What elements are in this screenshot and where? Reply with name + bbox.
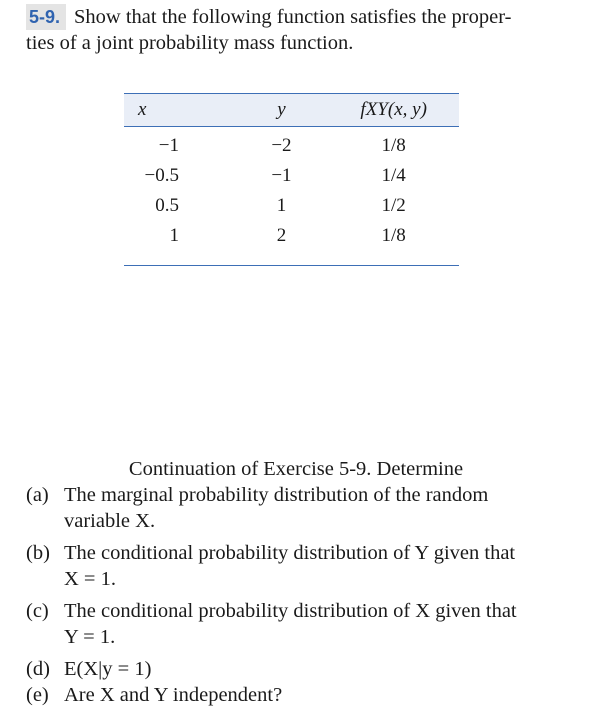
header-x: x <box>124 94 235 127</box>
header-fxy: fXY(x, y) <box>328 94 459 127</box>
cell-y: 1 <box>276 195 287 216</box>
part-text-cont: X = 1. <box>64 568 116 590</box>
problem-statement <box>26 4 586 56</box>
table-row <box>124 221 459 266</box>
cell-y: −1 <box>271 165 292 186</box>
part-text: The conditional probability distribution of Y given that <box>64 542 516 564</box>
part-text-cont: variable X. <box>64 510 156 532</box>
continuation-title: Continuation of Exercise 5-9. Determine <box>128 458 464 480</box>
part-label: (c) <box>26 600 49 622</box>
part-text: Are X and Y independent? <box>64 684 283 706</box>
continuation-section <box>26 456 586 708</box>
cell-f: 1/2 <box>381 195 406 216</box>
part-text: E(X|y = 1) <box>64 658 152 680</box>
pmf-table <box>124 93 459 266</box>
part-text: The conditional probability distribution of X given that <box>64 600 517 622</box>
cell-x: 1 <box>169 225 179 246</box>
part-text: The marginal probability distribution of the random <box>64 484 489 506</box>
table-header-row <box>124 94 459 127</box>
cell-x: −1 <box>158 135 179 156</box>
part-label: (d) <box>26 658 50 680</box>
problem-text-line2: ties of a joint probability mass function. <box>26 32 354 54</box>
table-row <box>124 127 459 162</box>
part-d <box>26 656 586 682</box>
cell-x: 0.5 <box>155 195 179 216</box>
problem-number: 5-9. <box>26 4 66 30</box>
cell-x: −0.5 <box>144 165 179 186</box>
part-c <box>26 598 586 650</box>
table-row <box>124 191 459 221</box>
table-row <box>124 161 459 191</box>
part-a <box>26 482 586 534</box>
part-b <box>26 540 586 592</box>
cell-y: −2 <box>271 135 292 156</box>
cell-y: 2 <box>235 221 329 266</box>
pmf-table-container <box>124 93 459 266</box>
header-y: y <box>235 94 329 127</box>
part-label: (a) <box>26 484 49 506</box>
cell-f: 1/8 <box>381 135 406 156</box>
part-label: (b) <box>26 542 50 564</box>
problem-text-line1: Show that the following function satisfies the proper- <box>74 6 512 28</box>
part-label: (e) <box>26 684 49 706</box>
part-text-cont: Y = 1. <box>64 626 116 648</box>
cell-f: 1/4 <box>381 165 406 186</box>
cell-f: 1/8 <box>328 221 459 266</box>
part-e <box>26 682 586 708</box>
